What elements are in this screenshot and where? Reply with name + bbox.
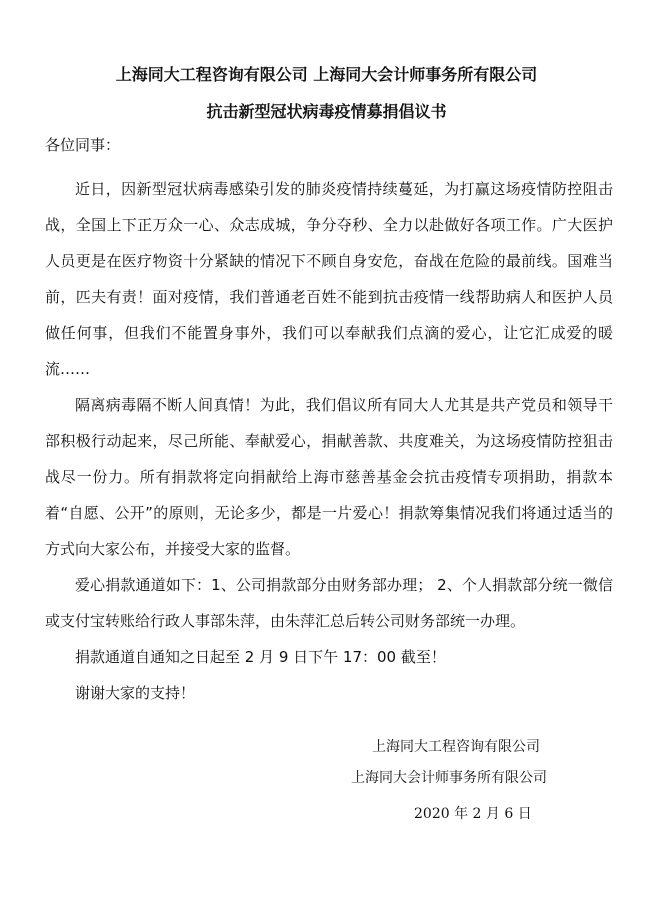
paragraph-donation-channels: 爱心捐款通道如下：1、公司捐款部分由财务部办理； 2、个人捐款部分统一微信或支付宝转账给行政人事部朱萍，由朱萍汇总后转公司财务部统一办理。 [45, 576, 613, 630]
paragraph-deadline: 捐款通道自通知之日起至 2 月 9 日下午 17：00 截至！ [75, 648, 446, 666]
signature-date: 2020 年 2 月 6 日 [414, 806, 532, 822]
paragraph-thanks: 谢谢大家的支持！ [75, 684, 196, 702]
signature-company-engineering: 上海同大工程咨询有限公司 [372, 739, 540, 755]
document-title-line2: 抗击新型冠状病毒疫情募捐倡议书 [206, 102, 447, 121]
signature-company-accounting: 上海同大会计师事务所有限公司 [351, 770, 547, 786]
document-body [45, 171, 613, 711]
paragraph-epidemic-situation: 近日，因新型冠状病毒感染引发的肺炎疫情持续蔓延，为打赢这场疫情防控阻击战，全国上下正万众一心、众志成城，争分夺秒、全力以赴做好各项工作。广大医护人员更是在医疗物资十分紧缺的情况下不顾自身安危，奋战在危险的最前线。国难当前，匹夫有责！面对疫情，我们普通老百姓不能到抗击疫情一线帮助病人和医护人员做任何事，但我们不能置身事外，我们可以奉献我们点滴的爱心，让它汇成爱的暖流…… [45, 180, 613, 378]
salutation: 各位同事： [45, 136, 121, 154]
paragraph-initiative: 隔离病毒隔不断人间真情！为此，我们倡议所有同大人尤其是共产党员和领导干部积极行动起来，尽己所能、奉献爱心，捐献善款、共度难关，为这场疫情防控狙击战尽一份力。所有捐款将定向捐献给上海市慈善基金会抗击疫情专项捐助，捐款本着“自愿、公开”的原则，无论多少，都是一片爱心！捐款筹集情况我们将通过适当的方式向大家公布，并接受大家的监督。 [45, 396, 613, 558]
document-title-line1: 上海同大工程咨询有限公司 上海同大会计师事务所有限公司 [115, 65, 538, 84]
